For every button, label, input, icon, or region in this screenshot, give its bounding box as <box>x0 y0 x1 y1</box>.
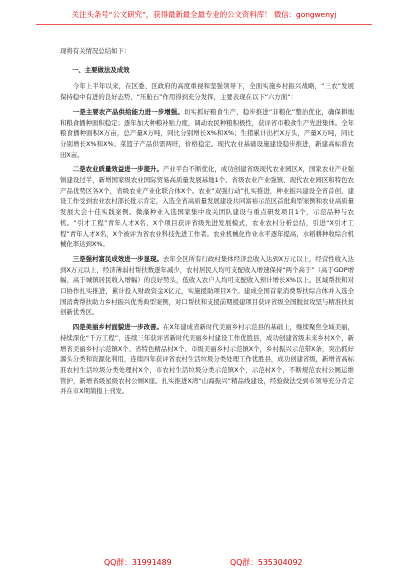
paragraph-5 <box>60 322 354 397</box>
paragraph-3-lead: 二是农业质量效益进一步提升。 <box>72 165 163 174</box>
footer-qq-group-1: QQ群：31991489 <box>104 558 172 567</box>
paragraph-2 <box>60 107 354 161</box>
footer-bar <box>0 556 408 570</box>
intro-line: 现将有关情况总结如下： <box>60 47 131 55</box>
paragraph-4 <box>60 254 354 318</box>
paragraph-5-text: 在X年建成省新时代美丽乡村示范县的基础上，继续聚焦全域美丽，持续深化“千万工程”，连续三年获评省新时代美丽乡村建设工作优胜县，成功创建省级未来乡村X个，新增省美丽乡村示范镇X个、省特色精品村X个、市级美丽乡村示范镇X个，乡村振兴示范带X条，突出抓好源头分类和资源化利用，连续四年获评省农村生活垃圾分类处理工作优胜县，成功创建省级，新增省高标准农村生活垃圾分类处理村X个，市农村生活垃圾分类示范镇X个，示范村X个，不断规范农村公厕运维管护，新增省级星级农村公厕X座。扎实推进X湾“山海振兴”精品线建设，经验做法受到市领导充分肯定并在市X期简报上刊发。 <box>60 323 354 396</box>
paragraph-2-lead: 一是主要农产品供给能力进一步增强。 <box>72 107 184 116</box>
paragraph-3 <box>60 164 354 250</box>
section-title: 一、主要做法及成效 <box>72 65 130 74</box>
document-body <box>60 46 354 401</box>
paragraph-5-lead: 四是美丽乡村面貌进一步改善。 <box>72 323 163 332</box>
paragraph-1 <box>60 81 354 102</box>
paragraph-1-text: 今年上半年以来，在区委、区政府的高度重视和坚强领导下，全面实施乡村振兴战略，“三农”发展保持稳中有进的良好态势，“压舱石”作用得到充分发挥，主要表现在以下“六方面”： <box>60 82 354 102</box>
footer-qq-group-2: QQ群：535304092 <box>230 558 303 567</box>
paragraph-3-text: 产业平台不断优化，成功创建省级现代农业园区X，国家农业产业强镇建设过半，新增国家级农业国际贸易高质量发展基地1个、省级农业产业强镇、现代农业园区和特色农产品优势区各X个，省级农业产业化联合体X个。农业“双强行动”扎实推进，种业振兴建设全省首创，建设工作受到农业农村部长批示肯定，入选全省高质量发展建设共同富裕示范区首批典型案例和农业高质量发展大会十佳实践案例。微藻种业入选国家集中攻关团队建设与重点研发项目1个，示范品种与农机。“引才工程”青年人才X名，X个项目获评省级先进发展模式，农业农村分析总结，引进“X引才工程”青年人才X名，X个被评为省农业科技先进工作者。农业机械化作业水平逐年提高，水稻耕种收综合机械化率达到X%。 <box>60 165 354 249</box>
paragraph-4-lead: 三是强村富民成效进一步显现。 <box>72 254 163 263</box>
paragraph-4-text: 去年全区所有行政村集体经济总收入达到X万元以上，经营性收入达到X万元以上，经济薄弱村帮扶数逐年减少，农村居民人均可支配收入增速保持“两个高于”（高于GDP增幅、高于城镇居民收入增幅）的良好势头，低收入农户人均可支配收入预计增长X%以上。区域帮扶和对口协作扎实推进，累计投入财政资金X亿元，实施援助项目X个。建成全国首家消费帮扶综合体并入选全国消费帮扶助力乡村振兴优秀典型案例，对口帮扶和支援前期援建项目获评省级全国脱贫攻坚与精准扶贫创新优秀区。 <box>60 254 354 317</box>
paragraph-2-text: 切实抓好粮食生产，稳步推进“非粮化”整治优化，确保耕地和粮食播种面积稳定；逐年加大种粮补贴力度，调动农民种粮积极性，获评省市粮食生产先进集体。全年粮食播种面积X万亩，总产量X万吨，同比分别增长X%和X%；生猪累计出栏X万头，产量X万吨，同比分别增长X%和X%；菜篮子产品供需两旺，价格稳定。现代农业基础设施建设稳步推进，新建高标准农田X亩。 <box>60 107 355 159</box>
top-banner: 关注头条号“公文研究”，获得最新最全最专业的公文资料库！ 微信：gongwenyj <box>71 10 337 19</box>
header-rule <box>36 24 372 25</box>
